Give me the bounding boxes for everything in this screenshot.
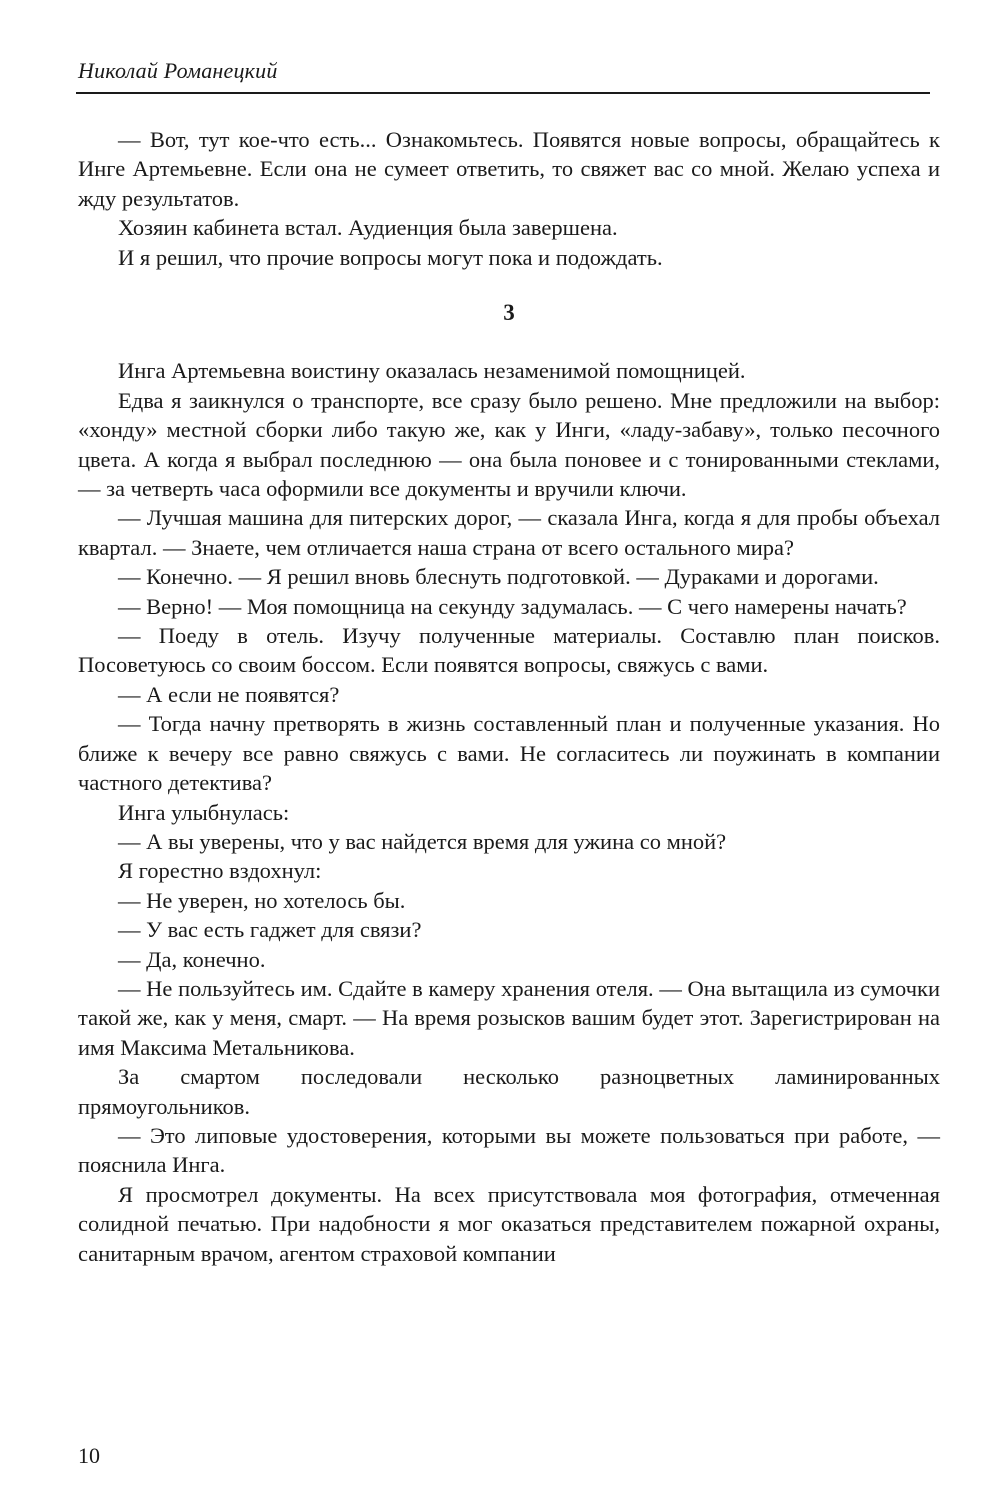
body-text [78,125,940,1268]
paragraph: За смартом последовали несколько разноцветных ламинированных прямоугольников. [78,1064,940,1119]
paragraph: Я просмотрел документы. На всех присутствовала моя фотография, отмеченная солидной печатью. При надобности я мог оказаться представителем пожарной охраны, санитарным врачом, агентом страховой компании [78,1181,940,1266]
chapter-number: 3 [503,300,515,326]
page-number: 10 [78,1443,100,1468]
paragraph: — Лучшая машина для питерских дорог, — сказала Инга, когда я для пробы объехал квартал. — Знаете, чем отличается наша страна от всего остального мира? [78,505,940,560]
paragraph: — А если не появятся? [118,681,340,707]
paragraph: Инга улыбнулась: [118,799,290,825]
paragraph: — Тогда начну претворять в жизнь составленный план и полученные указания. Но ближе к вечеру все равно свяжусь с вами. Не согласитесь ли поужинать в компании частного детектива? [78,711,940,796]
paragraph: — Это липовые удостоверения, которыми вы можете пользоваться при работе, — пояснила Инга. [78,1122,940,1178]
paragraph: Инга Артемьевна воистину оказалась незаменимой помощницей. [118,358,746,384]
paragraph: Едва я заикнулся о транспорте, все сразу было решено. Мне предложили на выбор: «хонду» местной сборки либо такую же, как у Инги, «ладу-забаву», только песочного цвета. А когда я выбрал последнюю — она была поновее и с тонированными стеклами, — за четверть часа оформили все документы и вручили ключи. [78,387,940,502]
paragraph: — Не уверен, но хотелось бы. [118,887,406,913]
paragraph: Хозяин кабинета встал. Аудиенция была завершена. [118,215,618,241]
paragraph: Я горестно вздохнул: [118,858,322,884]
paragraph: — У вас есть гаджет для связи? [118,917,422,943]
paragraph: — Да, конечно. [118,946,266,972]
paragraph: — Не пользуйтесь им. Сдайте в камеру хранения отеля. — Она вытащила из сумочки такой же, как у меня, смарт. — На время розысков вашим будет этот. Зарегистрирован на имя Максима Метальникова. [78,975,940,1060]
paragraph: — А вы уверены, что у вас найдется время для ужина со мной? [118,828,727,854]
paragraph: — Поеду в отель. Изучу полученные материалы. Составлю план поисков. Посоветуюсь со своим боссом. Если появятся вопросы, свяжусь с вами. [78,623,940,678]
paragraph: — Верно! — Моя помощница на секунду задумалась. — С чего намерены начать? [118,593,907,619]
running-head-author: Николай Романецкий [78,58,278,83]
paragraph: И я решил, что прочие вопросы могут пока и подождать. [118,244,663,270]
paragraph: — Вот, тут кое-что есть... Ознакомьтесь. Появятся новые вопросы, обращайтесь к Инге Артемьевне. Если она не сумеет ответить, то свяжет вас со мной. Желаю успеха и жду результатов. [78,127,940,211]
paragraph: — Конечно. — Я решил вновь блеснуть подготовкой. — Дураками и дорогами. [118,564,879,590]
header-rule [76,92,930,94]
